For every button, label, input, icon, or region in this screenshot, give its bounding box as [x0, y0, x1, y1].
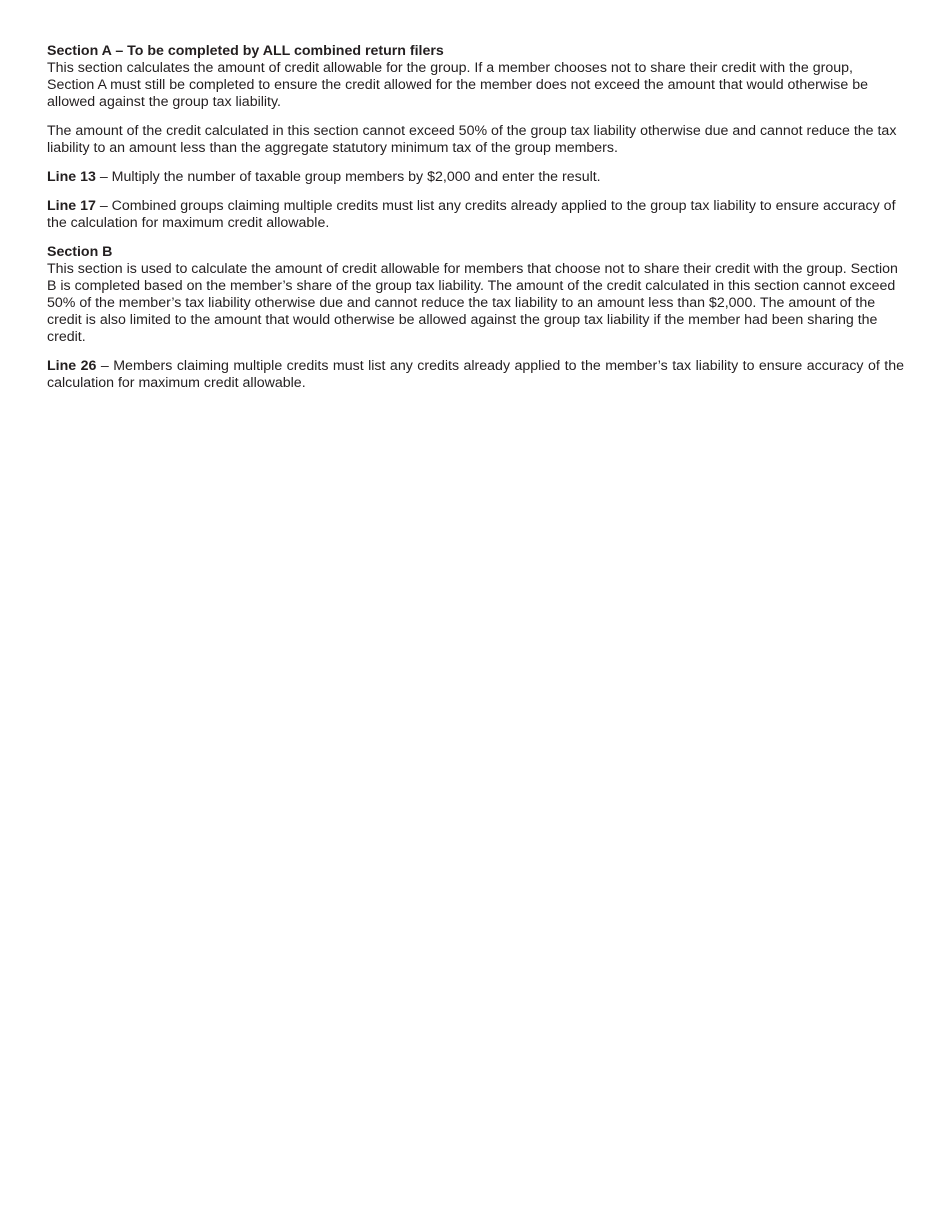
instructions-page — [47, 43, 904, 404]
line-13-label: Line 13 — [47, 169, 96, 185]
line-13-text: – Multiply the number of taxable group members by $2,000 and enter the result. — [95, 169, 601, 185]
section-a-limit — [47, 123, 904, 157]
section-a-paragraph-2: The amount of the credit calculated in this section cannot exceed 50% of the group tax liability otherwise due and cannot reduce the tax liability to an amount less than the aggregate statutory minimum tax of the group members. — [47, 123, 897, 156]
line-26-label: Line 26 — [47, 358, 97, 374]
section-b-heading: Section B — [47, 244, 113, 260]
line-17-instruction — [47, 198, 904, 232]
line-17-text: – Combined groups claiming multiple credits must list any credits already applied to the group tax liability to ensure accuracy of the calculation for maximum credit allowable. — [47, 198, 896, 231]
line-13-instruction — [47, 169, 904, 186]
section-a-paragraph-1: This section calculates the amount of credit allowable for the group. If a member chooses not to share their credit with the group, Section A must still be completed to ensure the credit allowed for the member does not exceed the amount that would otherwise be allowed against the group tax liability. — [47, 60, 868, 110]
section-b-paragraph-1: This section is used to calculate the amount of credit allowable for members that choose not to share their credit with the group. Section B is completed based on the member’s share of the group tax liability. The amount of the credit calculated in this section cannot exceed 50% of the member’s tax liability otherwise due and cannot reduce the tax liability to an amount less than $2,000. The amount of the credit is also limited to the amount that would otherwise be allowed against the group tax liability if the member had been sharing the credit. — [47, 261, 898, 345]
section-a-heading: Section A – To be completed by ALL combined return filers — [47, 43, 444, 59]
section-b-intro — [47, 244, 904, 346]
line-17-label: Line 17 — [47, 198, 96, 214]
section-a-intro — [47, 43, 904, 111]
line-26-instruction — [47, 358, 904, 392]
line-26-text: – Members claiming multiple credits must list any credits already applied to the member’s tax liability to ensure accuracy of the calculation for maximum credit allowable. — [47, 358, 905, 391]
